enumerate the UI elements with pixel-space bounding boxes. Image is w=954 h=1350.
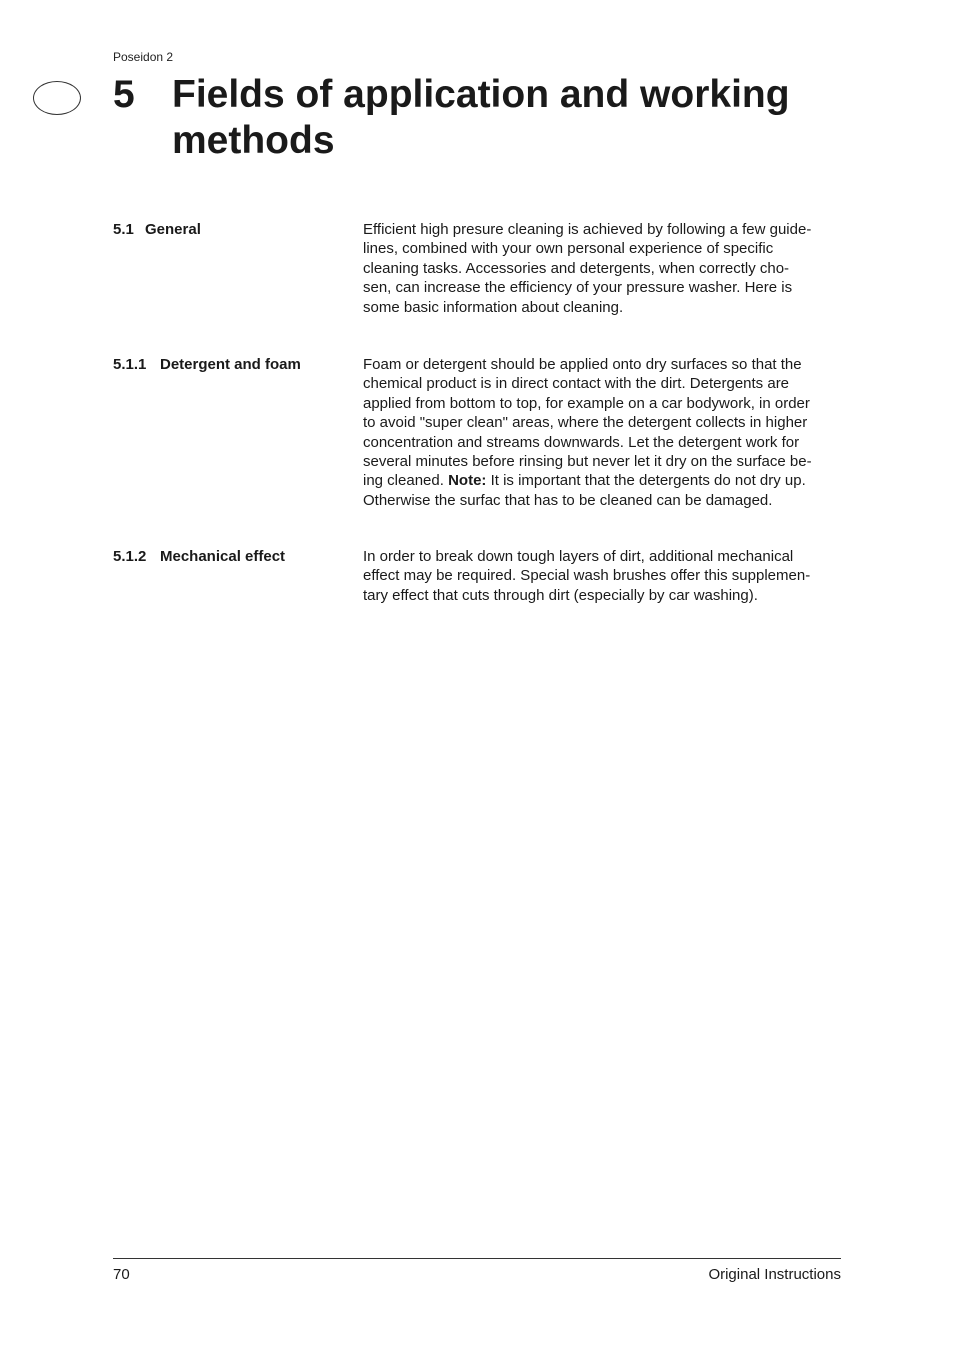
body-line: applied from bottom to top, for example on a car bodywork, in order (363, 394, 810, 412)
section-number: 5.1.1 (113, 356, 147, 373)
note-label: Note: (448, 472, 487, 490)
body-line: effect may be required. Special wash brushes offer this supplemen- (363, 567, 811, 585)
body-line: several minutes before rinsing but never let it dry on the surface be- (363, 453, 812, 471)
chapter-title-line-2: methods (172, 119, 335, 162)
chapter-marker-oval (33, 81, 81, 115)
body-line: chemical product is in direct contact with the dirt. Detergents are (363, 375, 790, 393)
page-number: 70 (113, 1266, 130, 1283)
chapter-number: 5 (113, 73, 135, 116)
body-line: cleaning tasks. Accessories and detergents, when correctly cho- (363, 259, 790, 277)
body-line: In order to break down tough layers of dirt, additional mechanical (363, 548, 794, 565)
body-text: ing cleaned. (363, 472, 449, 490)
section-title: Detergent and foam (160, 356, 301, 373)
section-body (363, 547, 841, 605)
section-body (363, 220, 841, 317)
section-heading (113, 355, 301, 374)
body-text: It is important that the detergents do not dry up. (486, 472, 806, 490)
running-header: Poseidon 2 (113, 50, 174, 64)
body-line: Otherwise the surfac that has to be cleaned can be damaged. (363, 491, 773, 509)
footer-label: Original Instructions (708, 1266, 841, 1283)
body-line: tary effect that cuts through dirt (especially by car washing). (363, 586, 758, 604)
chapter-heading (113, 72, 893, 164)
section-heading (113, 220, 201, 239)
section-title: Mechanical effect (160, 548, 286, 565)
section-number: 5.1.2 (113, 548, 147, 565)
body-line: some basic information about cleaning. (363, 298, 624, 316)
section-title: General (145, 221, 201, 238)
section-body (363, 355, 841, 510)
section-number: 5.1 (113, 221, 134, 238)
body-line: Efficient high presure cleaning is achieved by following a few guide- (363, 221, 812, 238)
body-line: to avoid "super clean" areas, where the detergent collects in higher (363, 414, 808, 432)
chapter-title-line-1: Fields of application and working (172, 73, 790, 116)
footer-divider (113, 1258, 841, 1259)
body-line: sen, can increase the efficiency of your pressure washer. Here is (363, 279, 793, 297)
body-line: lines, combined with your own personal experience of specific (363, 240, 774, 258)
body-line-with-note (363, 471, 841, 490)
body-line: Foam or detergent should be applied onto dry surfaces so that the (363, 356, 802, 373)
section-heading (113, 547, 285, 566)
body-line: concentration and streams downwards. Let the detergent work for (363, 433, 800, 451)
